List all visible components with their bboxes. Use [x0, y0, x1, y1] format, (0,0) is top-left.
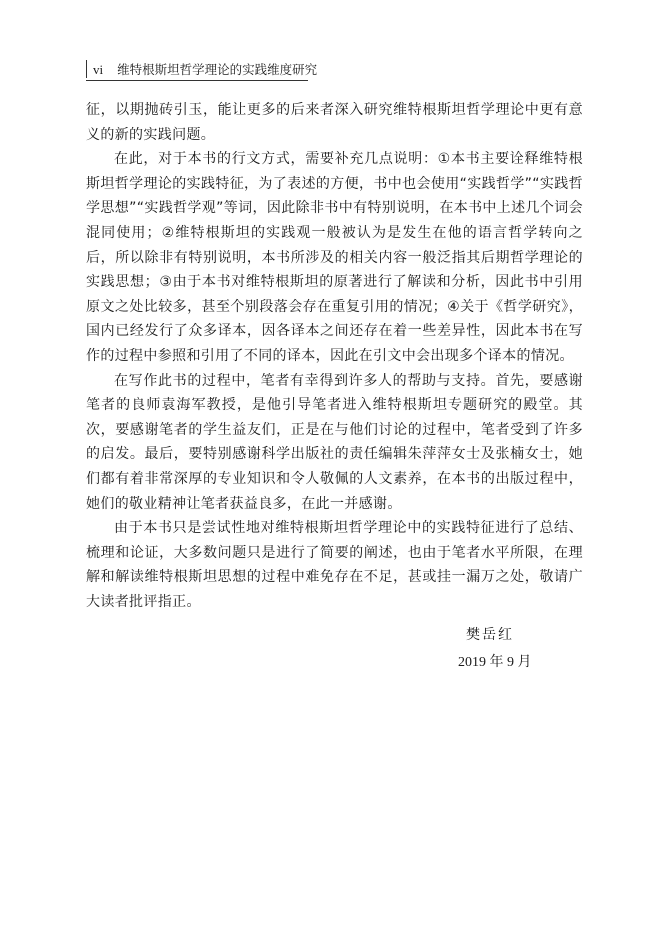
running-title: 维特根斯坦哲学理论的实践维度研究: [117, 62, 318, 77]
body-text: [86, 98, 583, 614]
header-tick: [86, 60, 87, 78]
paragraph-continued: 征，以期抛砖引玉，能让更多的后来者深入研究维特根斯坦哲学理论中更有意义的新的实践问题。: [86, 102, 583, 143]
header-rule: [86, 80, 308, 81]
signature-date: 2019 年 9 月: [458, 655, 532, 670]
author-signature: 樊岳红: [466, 627, 514, 643]
paragraph-acknowledgements: 在写作此书的过程中，笔者有幸得到许多人的帮助与支持。首先，要感谢笔者的良师袁海军教授，是他引导笔者进入维特根斯坦专题研究的殿堂。其次，要感谢笔者的学生益友们，正是在与他们讨论的过程中，笔者受到了许多的启发。最后，要特别感谢科学出版社的责任编辑朱萍萍女士及张楠女士，她们都有着非常深厚的专业知识和令人敬佩的人文素养，在本书的出版过程中，她们的敬业精神让笔者获益良多，在此一并感谢。: [86, 372, 583, 512]
paragraph-notes: 在此，对于本书的行文方式，需要补充几点说明：①本书主要诠释维特根斯坦哲学理论的实践特征，为了表述的方便，书中也会使用“实践哲学”“实践哲学思想”“实践哲学观”等词，因此除非书中有特别说明，在本书中上述几个词会混同使用；②维特根斯坦的实践观一般被认为是发生在他的语言哲学转向之后，所以除非有特别说明，本书所涉及的相关内容一般泛指其后期哲学理论的实践思想；③由于本书对维特根斯坦的原著进行了解读和分析，因此书中引用原文之处比较多，甚至个别段落会存在重复引用的情况；④关于《哲学研究》，国内已经发行了众多译本，因各译本之间还存在着一些差异性，因此本书在写作的过程中参照和引用了不同的译本，因此在引文中会出现多个译本的情况。: [86, 151, 583, 364]
page-number: vi: [93, 62, 104, 77]
paragraph-closing: 由于本书只是尝试性地对维特根斯坦哲学理论中的实践特征进行了总结、梳理和论证，大多数问题只是进行了简要的阐述，也由于笔者水平所限，在理解和解读维特根斯坦思想的过程中难免存在不足，甚或挂一漏万之处，敬请广大读者批评指正。: [86, 520, 583, 610]
running-header: [86, 60, 317, 78]
